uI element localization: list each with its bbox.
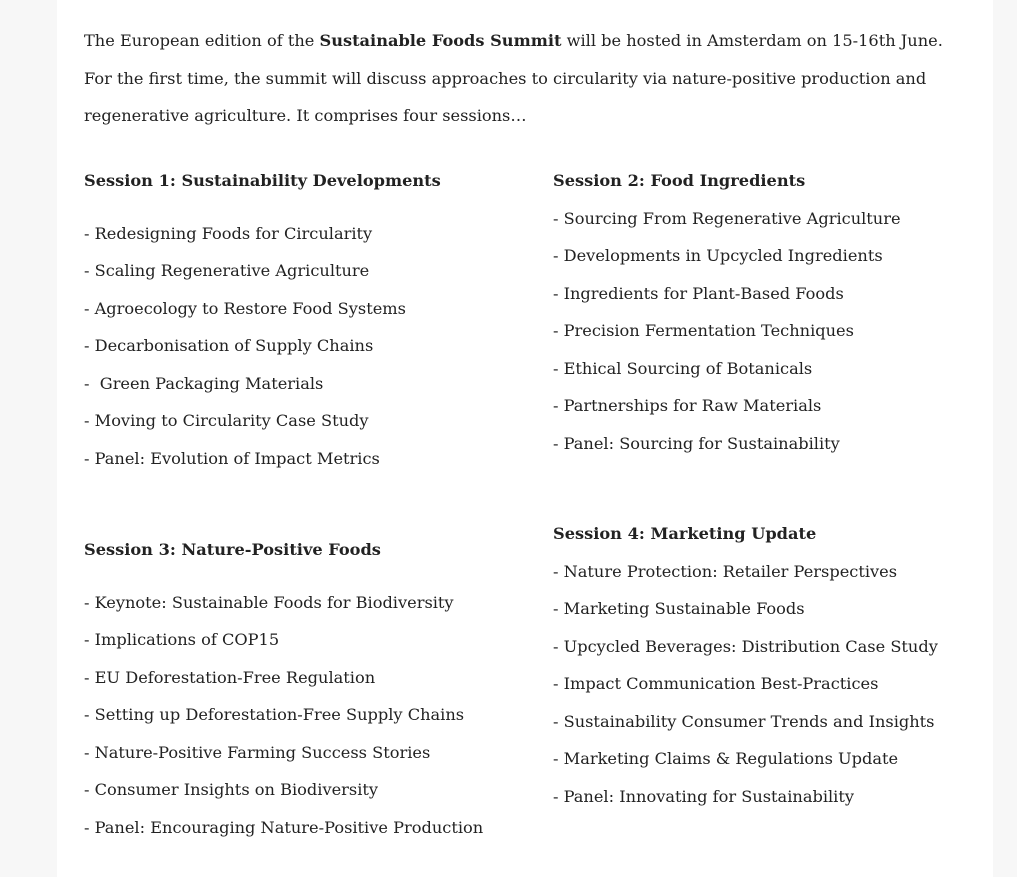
list-item: - Decarbonisation of Supply Chains [84, 336, 374, 355]
list-item: - Green Packaging Materials [84, 373, 324, 393]
intro-line-3: regenerative agriculture. It comprises four sessions… [84, 106, 527, 125]
list-item: - Panel: Innovating for Sustainability [553, 786, 855, 806]
list-item: - Upcycled Beverages: Distribution Case Study [553, 636, 938, 656]
session-3 [84, 531, 483, 846]
intro-line-2: For the first time, the summit will discuss approaches to circularity via nature-positive production and [84, 68, 927, 88]
session-items [84, 584, 483, 847]
list-item: - Consumer Insights on Biodiversity [84, 780, 379, 799]
list-item: - Marketing Sustainable Foods [553, 599, 805, 618]
list-item: - Ethical Sourcing of Botanicals [553, 358, 813, 378]
list-item: - Setting up Deforestation-Free Supply Chains [84, 705, 465, 724]
list-item: - Scaling Regenerative Agriculture [84, 261, 370, 280]
session-title: Session 2: Food Ingredients [553, 171, 806, 190]
list-item: - Partnerships for Raw Materials [553, 396, 822, 415]
session-items [553, 553, 938, 816]
list-item: - Ingredients for Plant-Based Foods [553, 283, 844, 303]
intro-text: will be hosted in Amsterdam on 15-16th June. [561, 31, 943, 50]
list-item: - Moving to Circularity Case Study [84, 411, 369, 430]
list-item: - Sustainability Consumer Trends and Insights [553, 711, 935, 731]
list-item: - Nature-Positive Farming Success Stories [84, 742, 431, 762]
intro-text: The European edition of the [84, 31, 320, 50]
list-item: - Keynote: Sustainable Foods for Biodiversity [84, 592, 454, 612]
list-item: - Panel: Encouraging Nature-Positive Production [84, 817, 484, 837]
session-items [553, 200, 901, 463]
list-item: - Developments in Upcycled Ingredients [553, 246, 883, 265]
list-item: - Impact Communication Best-Practices [553, 674, 879, 693]
intro-paragraph [84, 22, 984, 135]
session-2 [553, 162, 901, 462]
session-title: Session 3: Nature-Positive Foods [84, 540, 381, 559]
list-item: - Redesigning Foods for Circularity [84, 223, 373, 243]
list-item: - Panel: Sourcing for Sustainability [553, 433, 840, 453]
session-4 [553, 515, 938, 815]
intro-line-1 [84, 22, 984, 60]
session-items [84, 215, 441, 478]
list-item: - Precision Fermentation Techniques [553, 321, 854, 340]
list-item: - Nature Protection: Retailer Perspectives [553, 561, 898, 581]
list-item: - EU Deforestation-Free Regulation [84, 667, 376, 687]
session-title: Session 4: Marketing Update [553, 524, 817, 543]
list-item: - Agroecology to Restore Food Systems [84, 298, 406, 318]
session-1 [84, 162, 441, 477]
list-item: - Panel: Evolution of Impact Metrics [84, 448, 380, 468]
list-item: - Implications of COP15 [84, 630, 280, 649]
list-item: - Sourcing From Regenerative Agriculture [553, 208, 901, 228]
session-title: Session 1: Sustainability Developments [84, 171, 441, 190]
summit-name: Sustainable Foods Summit [319, 31, 562, 50]
list-item: - Marketing Claims & Regulations Update [553, 749, 899, 768]
